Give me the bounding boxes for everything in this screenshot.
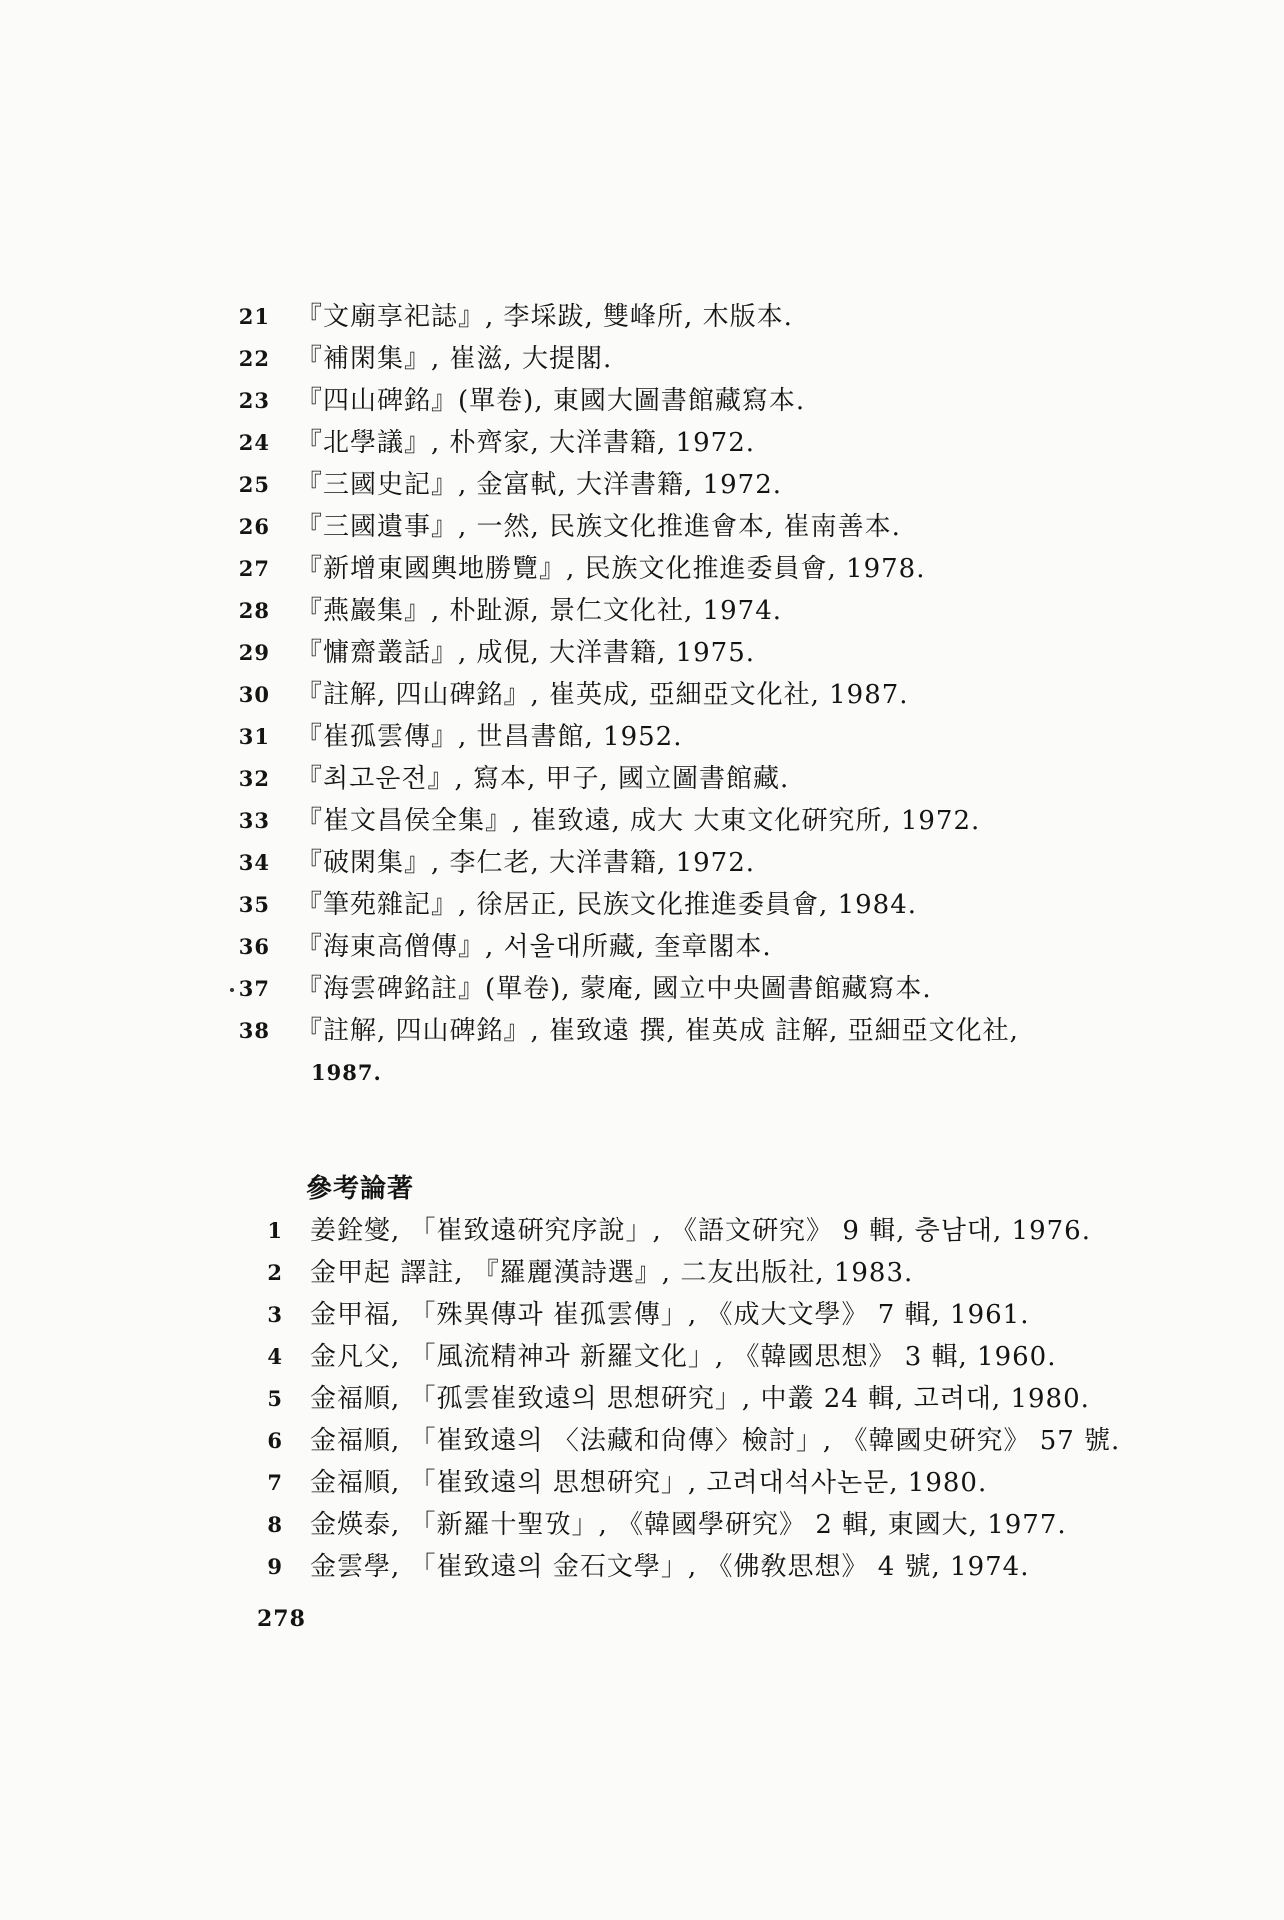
source-entry — [0, 632, 1284, 674]
entry-text: 『崔文昌侯全集』, 崔致遠, 成大 大東文化硏究所, 1972. — [296, 806, 981, 836]
source-entry — [0, 338, 1284, 380]
entry-number: 8 — [267, 1512, 283, 1537]
entry-text: 『筆苑雜記』, 徐居正, 民族文化推進委員會, 1984. — [296, 890, 918, 920]
entry-number: 30 — [238, 682, 270, 707]
entry-number: 6 — [267, 1428, 283, 1453]
entry-text: 金甲福, 「殊異傳과 崔孤雲傳」, 《成大文學》 7 輯, 1961. — [310, 1300, 1030, 1330]
reference-entry — [0, 1336, 1284, 1378]
source-entry — [0, 884, 1284, 926]
entry-text: 『註解, 四山碑銘』, 崔英成, 亞細亞文化社, 1987. — [296, 680, 909, 710]
entry-text: 『慵齋叢話』, 成俔, 大洋書籍, 1975. — [296, 638, 756, 668]
source-entry — [0, 380, 1284, 422]
entry-number: 5 — [267, 1386, 283, 1411]
entry-continuation: 1987. — [311, 1060, 382, 1085]
entry-number: 2 — [267, 1260, 283, 1285]
entry-number: 25 — [238, 472, 270, 497]
entry-number: 3 — [267, 1302, 283, 1327]
entry-text: 『崔孤雲傳』, 世昌書館, 1952. — [296, 722, 683, 752]
reference-entry — [0, 1378, 1284, 1420]
entry-text: 『北學議』, 朴齊家, 大洋書籍, 1972. — [296, 428, 756, 458]
references-section — [0, 1168, 1284, 1588]
source-entry — [0, 1010, 1284, 1052]
entry-text: 金福順, 「崔致遠의 〈法藏和尙傳〉檢討」, 《韓國史硏究》 57 號. — [310, 1426, 1121, 1456]
entry-number: 7 — [267, 1470, 283, 1495]
entry-number: 37 — [238, 976, 270, 1001]
entry-text: 『新增東國輿地勝覽』, 民族文化推進委員會, 1978. — [296, 554, 926, 584]
stray-mark — [230, 988, 234, 992]
entry-number: 22 — [238, 346, 270, 371]
source-entry — [0, 590, 1284, 632]
entry-number: 21 — [238, 304, 270, 329]
source-entry — [0, 758, 1284, 800]
entry-number: 32 — [238, 766, 270, 791]
source-entry — [0, 506, 1284, 548]
references-rows — [0, 1210, 1284, 1588]
source-entry — [0, 464, 1284, 506]
page-number: 278 — [257, 1606, 306, 1632]
entry-text: 『三國遺事』, 一然, 民族文化推進會本, 崔南善本. — [296, 512, 901, 542]
entry-number: 31 — [238, 724, 270, 749]
reference-entry — [0, 1294, 1284, 1336]
entry-text: 金凡父, 「風流精神과 新羅文化」, 《韓國思想》 3 輯, 1960. — [310, 1342, 1057, 1372]
source-entry — [0, 296, 1284, 338]
reference-entry — [0, 1504, 1284, 1546]
entry-text: 『海東高僧傳』, 서울대所藏, 奎章閣本. — [296, 932, 772, 962]
entry-text: 金煐泰, 「新羅十聖攷」, 《韓國學硏究》 2 輯, 東國大, 1977. — [310, 1510, 1067, 1540]
entry-number: 24 — [238, 430, 270, 455]
entry-number: 36 — [238, 934, 270, 959]
source-entry — [0, 842, 1284, 884]
source-entry — [0, 674, 1284, 716]
entry-number: 34 — [238, 850, 270, 875]
entry-text: 『海雲碑銘註』(單卷), 蒙庵, 國立中央圖書館藏寫本. — [296, 974, 932, 1004]
source-entry — [0, 800, 1284, 842]
entry-text: 金福順, 「崔致遠의 思想硏究」, 고려대석사논문, 1980. — [310, 1468, 988, 1498]
entry-text: 金甲起 譯註, 『羅麗漢詩選』, 二友出版社, 1983. — [310, 1258, 914, 1288]
entry-text: 『燕巖集』, 朴趾源, 景仁文化社, 1974. — [296, 596, 783, 626]
references-heading: 參考論著 — [306, 1174, 415, 1204]
entry-number: 38 — [238, 1018, 270, 1043]
entry-number: 27 — [238, 556, 270, 581]
reference-entry — [0, 1420, 1284, 1462]
entry-text: 『三國史記』, 金富軾, 大洋書籍, 1972. — [296, 470, 783, 500]
source-entry — [0, 716, 1284, 758]
entry-number: 29 — [238, 640, 270, 665]
source-entry — [0, 968, 1284, 1010]
reference-entry — [0, 1546, 1284, 1588]
entry-text: 姜銓燮, 「崔致遠硏究序說」, 《語文硏究》 9 輯, 충남대, 1976. — [310, 1216, 1091, 1246]
reference-entry — [0, 1210, 1284, 1252]
entry-number: 35 — [238, 892, 270, 917]
entry-text: 金福順, 「孤雲崔致遠의 思想硏究」, 中叢 24 輯, 고려대, 1980. — [310, 1384, 1090, 1414]
entry-number: 1 — [267, 1218, 283, 1243]
entry-number: 33 — [238, 808, 270, 833]
entry-text: 金雲學, 「崔致遠의 金石文學」, 《佛敎思想》 4 號, 1974. — [310, 1552, 1030, 1582]
reference-entry — [0, 1462, 1284, 1504]
reference-entry — [0, 1252, 1284, 1294]
entry-number: 9 — [267, 1554, 283, 1579]
sources-rows — [0, 296, 1284, 1094]
source-entry — [0, 926, 1284, 968]
primary-sources-list — [0, 296, 1284, 1094]
source-entry — [0, 548, 1284, 590]
entry-text: 『최고운전』, 寫本, 甲子, 國立圖書館藏. — [296, 764, 790, 794]
entry-text: 『文廟享祀誌』, 李埰跋, 雙峰所, 木版本. — [296, 302, 793, 332]
entry-number: 28 — [238, 598, 270, 623]
entry-text: 『註解, 四山碑銘』, 崔致遠 撰, 崔英成 註解, 亞細亞文化社, — [296, 1016, 1019, 1046]
source-entry — [0, 422, 1284, 464]
entry-text: 『破閑集』, 李仁老, 大洋書籍, 1972. — [296, 848, 756, 878]
entry-text: 『補閑集』, 崔滋, 大提閣. — [296, 344, 613, 374]
entry-number: 26 — [238, 514, 270, 539]
entry-number: 23 — [238, 388, 270, 413]
entry-number: 4 — [267, 1344, 283, 1369]
entry-text: 『四山碑銘』(單卷), 東國大圖書館藏寫本. — [296, 386, 806, 416]
